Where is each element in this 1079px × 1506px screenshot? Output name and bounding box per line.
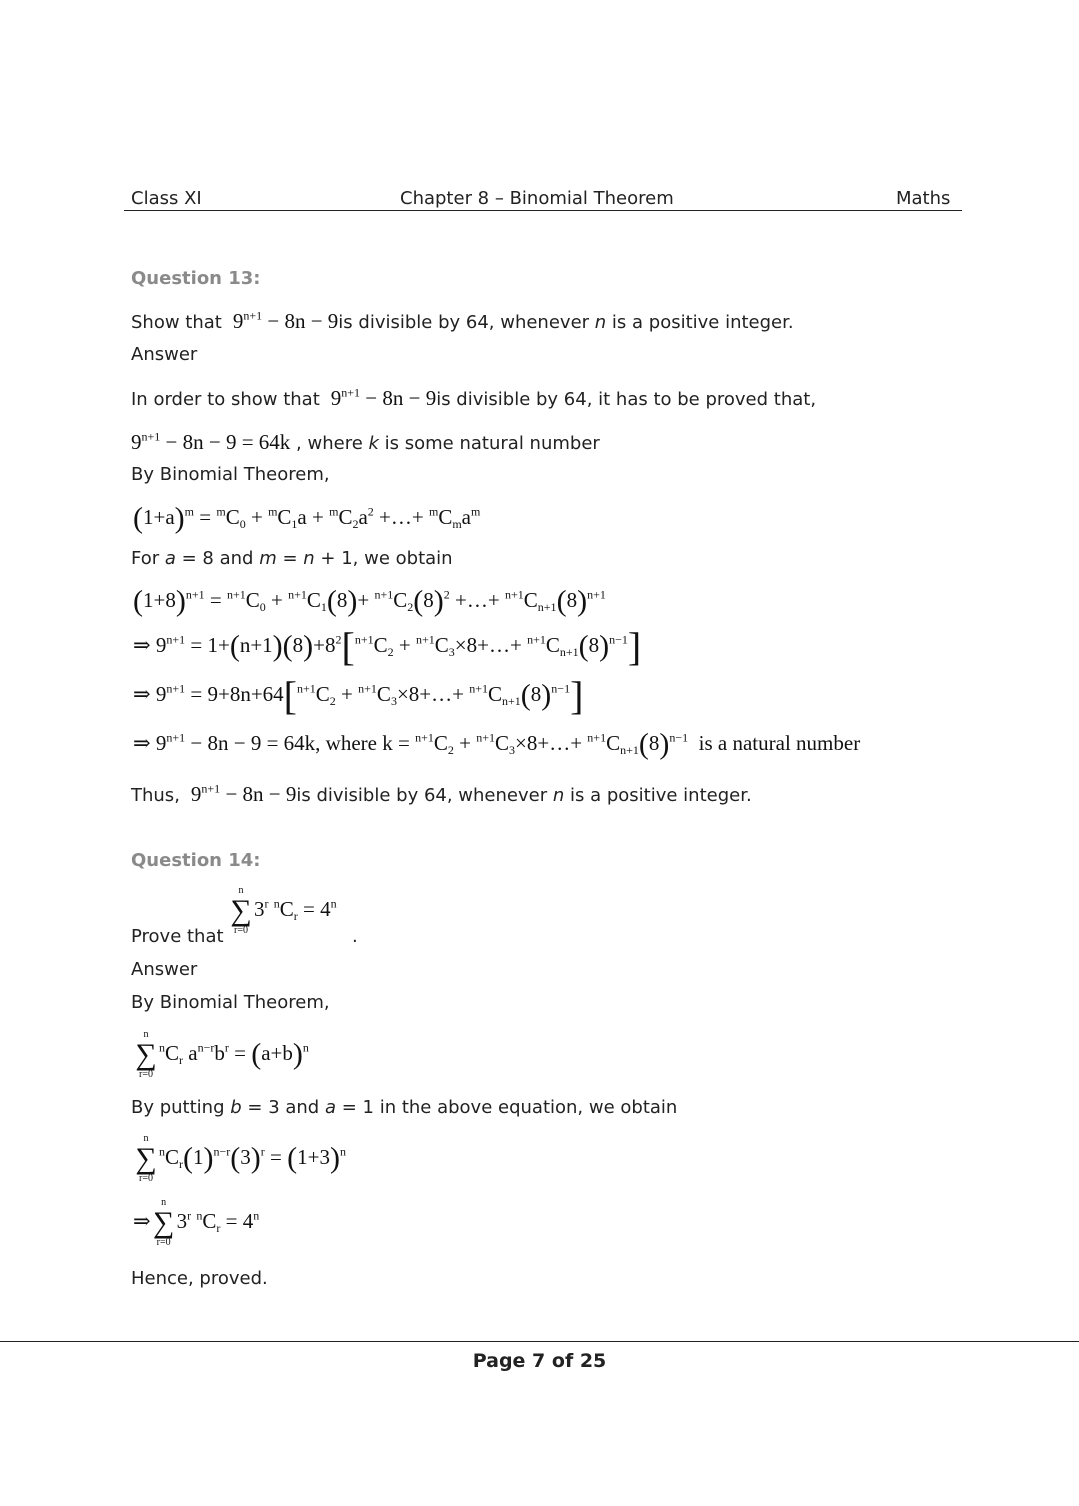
q13-for-n: n: [303, 548, 315, 569]
q13-stmt-post-b: is a positive integer.: [606, 312, 794, 333]
q13-where-a: , where: [296, 433, 369, 454]
q14-by-binomial: By Binomial Theorem,: [131, 992, 330, 1013]
q14-answer-label: Answer: [131, 959, 198, 980]
q14-binomial-sum: n ∑ r=0 $^nC_r$ $a^{n-r}b^r = (a+b)^n$: [135, 1029, 309, 1080]
page-number: Page 7 of 25: [472, 1350, 607, 1372]
question-13-heading: Question 13:: [131, 268, 261, 289]
q13-thus-post-b: is a positive integer.: [564, 785, 752, 806]
q14-put-mid: = 3 and: [241, 1097, 325, 1118]
q13-order-pre: In order to show that: [131, 389, 320, 410]
q14-put-b: b: [230, 1097, 242, 1118]
q13-answer-label: Answer: [131, 344, 198, 365]
q13-where-k: k: [368, 433, 379, 454]
q14-statement-formula: n ∑ r=0 3$^r$ $^nC_r = 4^n$: [230, 885, 337, 936]
q13-stmt-n: n: [594, 312, 607, 333]
q13-for-a: a: [164, 548, 176, 569]
q14-put-post: = 1 in the above equation, we obtain: [336, 1097, 678, 1118]
q13-stmt-pre: Show that: [131, 312, 222, 333]
q13-natural-note: is a natural number: [698, 731, 861, 755]
q13-expansion-line-3: ⇒ $9^{n+1} = 9+8n+64[^{n+1}C_2$ + $^{n+1}C_3\times 8+\dots+ ^{n+1}C_{n+1}(8)^{n-1}$]: [133, 673, 584, 718]
q14-substituted-sum: n ∑ r=0 $^nC_r(1)^{n-r}(3)^r = (1+3)^n$: [135, 1133, 346, 1184]
q14-put-pre: By putting: [131, 1097, 231, 1118]
q13-for-pre: For: [131, 548, 165, 569]
q13-for-mid2: =: [276, 548, 304, 569]
q13-expansion-line-2: ⇒ $9^{n+1} = 1+(n+1)(8)+8^2[^{n+1}C_2$ + $^{n+1}C_3\times 8+\dots+ ^{n+1}C_{n+1}(8)^{n-1}$]: [133, 624, 642, 669]
q13-expansion-line-4: ⇒ $9^{n+1} - 8n - 9 = 64k$, where $k = ^{n+1}C_2$ + $^{n+1}C_3\times 8+\dots+ ^{n+1}C_{n+1}(8)^{n-1}$ is a natural number: [133, 727, 861, 761]
q13-target-equation: $9^{n+1} - 8n - 9 = 64k$: [131, 429, 291, 454]
q13-thus-pre: Thus,: [131, 785, 180, 806]
q13-order-expression: $9^{n+1} - 8n - 9$: [325, 385, 437, 410]
q13-where-b: is some natural number: [378, 433, 600, 454]
header-class: Class XI: [131, 188, 202, 209]
q14-final-result: ⇒ n ∑ r=0 3$^r$ $^nC_r = 4^n$: [133, 1197, 260, 1248]
q13-for-mid1: = 8 and: [175, 548, 260, 569]
q13-for-line: [131, 548, 453, 570]
q13-conclusion: [131, 783, 752, 807]
header-subject: Maths: [896, 188, 951, 209]
q13-by-binomial: By Binomial Theorem,: [131, 464, 330, 485]
q13-for-m: m: [259, 548, 277, 569]
q13-stmt-post-a: is divisible by 64, whenever: [338, 312, 595, 333]
q14-put-a: a: [324, 1097, 336, 1118]
q14-prove-pre: Prove that: [131, 926, 224, 947]
q13-thus-post-a: is divisible by 64, whenever: [296, 785, 553, 806]
q13-thus-n: n: [552, 785, 565, 806]
q14-prove-dot: .: [352, 926, 358, 947]
q13-binomial-formula: $(1+a)^m = ^mC_0 + ^mC_1a + ^mC_2a^2$ +…+ $^mC_ma^m$: [133, 501, 481, 535]
question-14-heading: Question 14:: [131, 850, 261, 871]
q13-order-post: is divisible by 64, it has to be proved that,: [436, 389, 817, 410]
header-rule: [124, 210, 962, 211]
q13-thus-expression: $9^{n+1} - 8n - 9$: [185, 781, 297, 806]
q13-statement: [131, 310, 794, 334]
q13-order-line: [131, 387, 816, 411]
q14-putting-line: [131, 1097, 677, 1119]
q13-expression: $9^{n+1} - 8n - 9$: [227, 308, 339, 333]
header-chapter: Chapter 8 – Binomial Theorem: [400, 188, 674, 209]
q13-for-post: + 1, we obtain: [314, 548, 453, 569]
q13-expansion-line-1: $(1+8)^{n+1} = ^{n+1}C_0 + ^{n+1}C_1(8)+ ^{n+1}C_2(8)^2$ +…+ $^{n+1}C_{n+1}(8)^{n+1}$: [133, 584, 606, 618]
footer-rule: [0, 1341, 1079, 1342]
q13-where-line: [131, 431, 600, 455]
q14-hence: Hence, proved.: [131, 1268, 268, 1289]
